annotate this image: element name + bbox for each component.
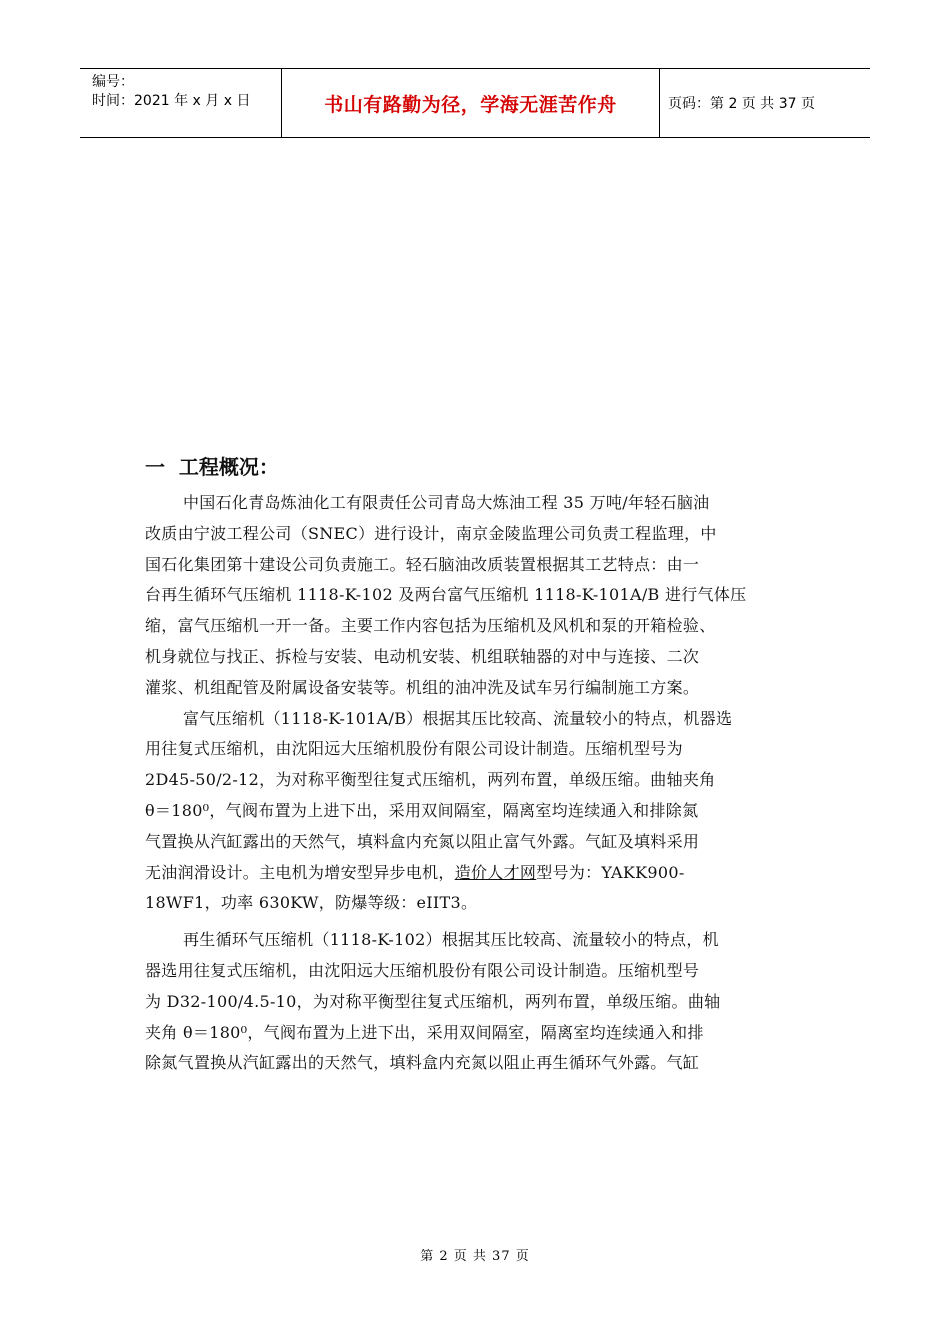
- text-line: 机身就位与找正、拆检与安装、电动机安装、机组联轴器的对中与连接、二次: [145, 646, 700, 666]
- underlined-link[interactable]: 造价人才网: [454, 862, 537, 882]
- text-line: 台再生循环气压缩机 1118-K-102 及两台富气压缩机 1118-K-101A/B 进行气体压: [145, 585, 747, 605]
- text-line: θ＝180⁰，气阀布置为上进下出，采用双间隔室，隔离室均连续通入和排除氮: [145, 800, 699, 820]
- section-title: 一 工程概况：: [145, 455, 279, 479]
- text-line: 2D45-50/2-12，为对称平衡型往复式压缩机，两列布置，单级压缩。曲轴夹角: [145, 770, 716, 790]
- paragraph-recycle-gas-compressor: [145, 925, 825, 1079]
- page-header: [80, 68, 870, 138]
- text-line: 国石化集团第十建设公司负责施工。轻石脑油改质装置根据其工艺特点：由一: [145, 554, 700, 574]
- text-line: 气置换从汽缸露出的天然气，填料盒内充氮以阻止富气外露。气缸及填料采用: [145, 831, 700, 851]
- text-line: 18WF1，功率 630KW，防爆等级：eIIT3。: [145, 893, 478, 913]
- paragraph-overview: [145, 488, 825, 704]
- header-time: 时间：2021 年 x 月 x 日: [92, 93, 251, 109]
- text-line-with-link: [145, 858, 825, 889]
- text-line: 缩，富气压缩机一开一备。主要工作内容包括为压缩机及风机和泵的开箱检验、: [145, 616, 716, 636]
- page-footer: 第 2 页 共 37 页: [420, 1249, 530, 1264]
- text-line: 再生循环气压缩机（1118-K-102）根据其压比较高、流量较小的特点，机: [183, 930, 719, 950]
- text-line: 富气压缩机（1118-K-101A/B）根据其压比较高、流量较小的特点，机器选: [183, 708, 733, 728]
- text-line: 器选用往复式压缩机，由沈阳远大压缩机股份有限公司设计制造。压缩机型号: [145, 960, 700, 980]
- document-body: [145, 452, 825, 1079]
- header-meta: [80, 69, 282, 137]
- text-fragment: 无油润滑设计。主电机为增安型异步电机，: [145, 862, 455, 882]
- text-line: 为 D32-100/4.5-10，为对称平衡型往复式压缩机，两列布置，单级压缩。曲轴: [145, 991, 721, 1011]
- text-line: 改质由宁波工程公司（SNEC）进行设计，南京金陵监理公司负责工程监理，中: [145, 523, 717, 543]
- header-page-info: 页码：第 2 页 共 37 页: [668, 96, 815, 112]
- text-line: 中国石化青岛炼油化工有限责任公司青岛大炼油工程 35 万吨/年轻石脑油: [183, 493, 710, 512]
- header-code: 编号：: [92, 74, 134, 90]
- text-line: 用往复式压缩机，由沈阳远大压缩机股份有限公司设计制造。压缩机型号为: [145, 739, 683, 759]
- text-line: 除氮气置换从汽缸露出的天然气，填料盒内充氮以阻止再生循环气外露。气缸: [145, 1053, 700, 1073]
- header-motto: 书山有路勤为径，学海无涯苦作舟: [282, 69, 660, 137]
- text-line: 灌浆、机组配管及附属设备安装等。机组的油冲洗及试车另行编制施工方案。: [145, 677, 700, 697]
- paragraph-rich-gas-compressor: [145, 704, 825, 920]
- text-line: 夹角 θ＝180⁰，气阀布置为上进下出，采用双间隔室，隔离室均连续通入和排: [145, 1022, 704, 1042]
- text-fragment: 型号为：YAKK900-: [536, 862, 685, 882]
